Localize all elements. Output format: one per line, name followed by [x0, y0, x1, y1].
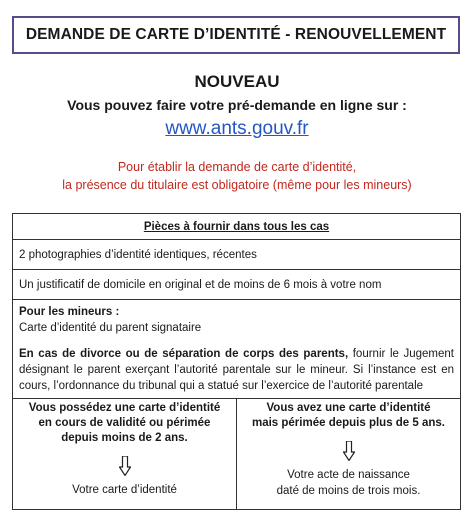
documents-heading-row — [13, 214, 460, 240]
minors-item: Carte d’identité du parent signataire — [19, 322, 202, 334]
documents-table — [12, 213, 461, 510]
case-title-line: mais périmée depuis plus de 5 ans. — [251, 417, 446, 429]
case-title-line: Vous possédez une carte d’identité — [28, 402, 221, 414]
case-result-line: Votre acte de naissance — [287, 469, 410, 481]
case-result-line: daté de moins de trois mois. — [276, 485, 421, 497]
presence-notice-line-1: Pour établir la demande de carte d’identité, — [117, 160, 357, 174]
divorce-paragraph — [19, 346, 454, 394]
minors-section — [13, 300, 460, 399]
divorce-bold-text: En cas de divorce ou de séparation de corps des parents, — [19, 348, 349, 360]
case-result — [237, 467, 460, 499]
case-valid-card — [13, 399, 236, 509]
case-title-line: Vous avez une carte d’identité — [266, 402, 431, 414]
case-result-line: Votre carte d’identité — [72, 484, 177, 496]
divorce-text: fournir le Jugement désignant le parent exerçant l’autorité parentale sur le mineur. Si l’instance est en cours, l’ordonnance du tribunal qui a statué sur l’exercice de l’autorité parentale — [19, 348, 454, 392]
case-title — [13, 399, 236, 446]
case-expired-card — [236, 399, 460, 509]
document-item-proof-of-address — [13, 270, 460, 300]
presence-notice-line-2: la présence du titulaire est obligatoire (même pour les mineurs) — [62, 178, 412, 192]
document-item-photos — [13, 240, 460, 270]
page-title: DEMANDE DE CARTE D’IDENTITÉ - RENOUVELLEMENT — [25, 26, 447, 43]
arrow-down-icon — [119, 456, 131, 476]
case-title-line: depuis moins de 2 ans. — [61, 432, 188, 444]
case-title-line: en cours de validité ou périmée — [38, 417, 211, 429]
online-predemande-text: Vous pouvez faire votre pré-demande en ligne sur : — [67, 97, 407, 113]
case-result — [13, 482, 236, 498]
minors-title: Pour les mineurs : — [19, 306, 120, 318]
page-title-box — [12, 16, 460, 54]
ants-website-link[interactable]: www.ants.gouv.fr — [165, 118, 309, 139]
presence-notice — [0, 158, 474, 194]
new-label: NOUVEAU — [194, 72, 280, 91]
document-item-text: 2 photographies d’identité identiques, récentes — [19, 248, 257, 261]
documents-heading: Pièces à fournir dans tous les cas — [143, 220, 330, 233]
document-item-text: Un justificatif de domicile en original et de moins de 6 mois à votre nom — [19, 278, 382, 291]
arrow-down-icon — [343, 441, 355, 461]
case-title — [237, 399, 460, 431]
cases-row — [13, 399, 460, 509]
